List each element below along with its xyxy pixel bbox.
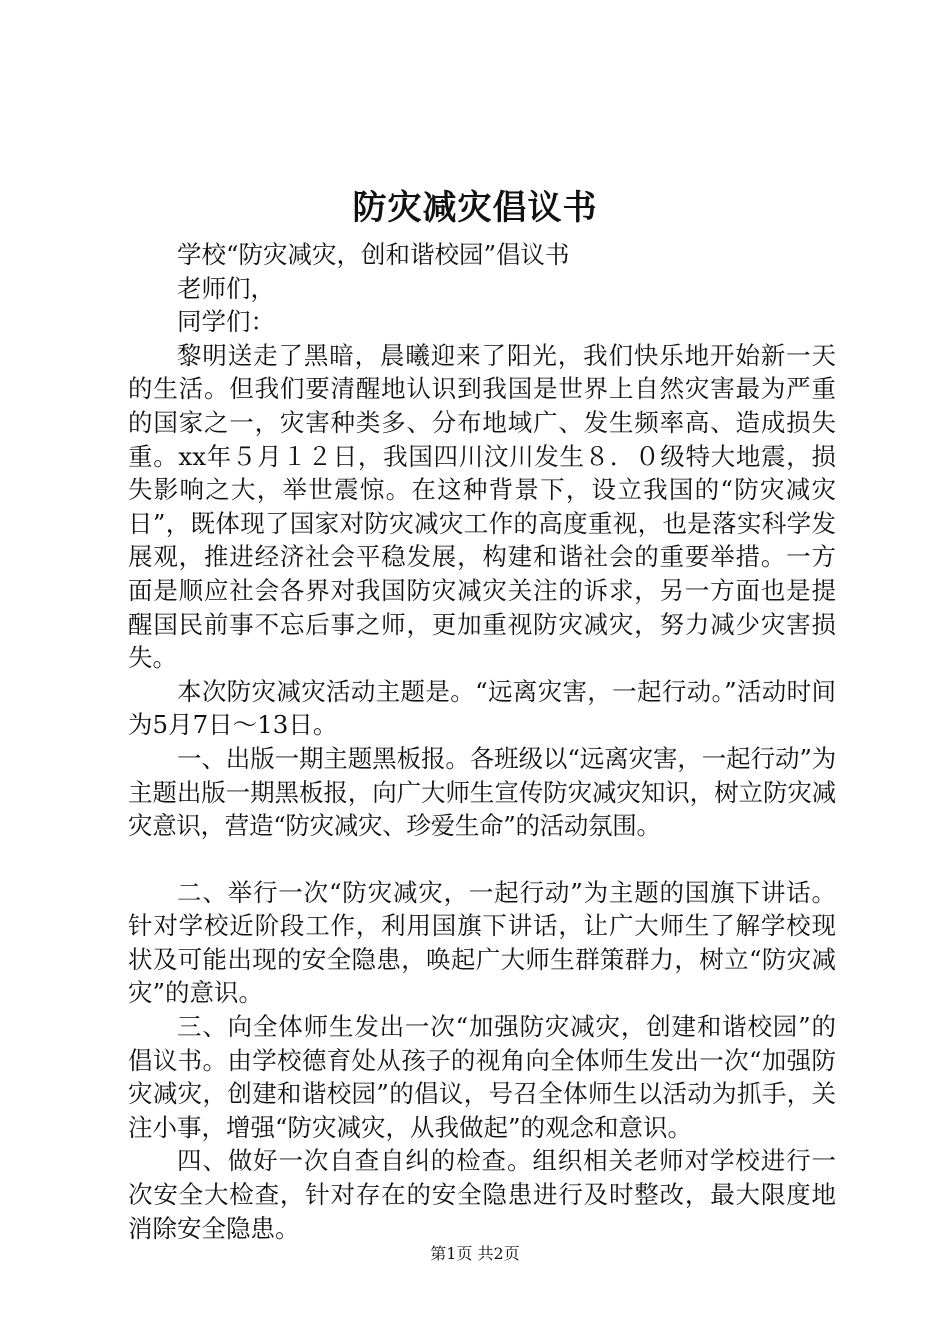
document-body (128, 238, 836, 1245)
intro-paragraph: 黎明送走了黑暗，晨曦迎来了阳光，我们快乐地开始新一天的生活。但我们要清醒地认识到我国是世界上自然灾害最为严重的国家之一，灾害种类多、分布地域广、发生频率高、造成损失重。xx年５月１２日，我国四川汶川发生８．０级特大地震，损失影响之大，举世震惊。在这种背景下，设立我国的“防灾减灾日”，既体现了国家对防灾减灾工作的高度重视，也是落实科学发展观，推进经济社会平稳发展，构建和谐社会的重要举措。一方面是顺应社会各界对我国防灾减灾关注的诉求，另一方面也是提醒国民前事不忘后事之师，更加重视防灾减灾，努力减少灾害损失。 (128, 340, 836, 673)
subtitle-paragraph: 学校“防灾减灾，创和谐校园”倡议书 (177, 240, 570, 269)
page-number-footer: 第1页 共2页 (430, 1244, 520, 1263)
theme-paragraph: 本次防灾减灾活动主题是。“远离灾害，一起行动。”活动时间为5月7日～13日。 (128, 676, 836, 740)
document-title: 防灾减灾倡议书 (352, 188, 598, 228)
salutation-students: 同学们： (177, 307, 275, 337)
salutation-teachers: 老师们， (177, 273, 275, 303)
item-two-paragraph: 二、举行一次“防灾减灾，一起行动”为主题的国旗下讲话。针对学校近阶段工作，利用国旗下讲话，让广大师生了解学校现状及可能出现的安全隐患，唤起广大师生群策群力，树立“防灾减灾”的意识。 (128, 877, 836, 1008)
item-three-paragraph: 三、向全体师生发出一次“加强防灾减灾，创建和谐校园”的倡议书。由学校德育处从孩子的视角向全体师生发出一次“加强防灾减灾，创建和谐校园”的倡议，号召全体师生以活动为抓手，关注小事，增强“防灾减灾，从我做起”的观念和意识。 (128, 1012, 836, 1142)
item-one-paragraph: 一、出版一期主题黑板报。各班级以“远离灾害，一起行动”为主题出版一期黑板报，向广大师生宣传防灾减灾知识，树立防灾减灾意识，营造“防灾减灾、珍爱生命”的活动氛围。 (128, 743, 836, 841)
item-four-paragraph: 四、做好一次自查自纠的检查。组织相关老师对学校进行一次安全大检查，针对存在的安全隐患进行及时整改，最大限度地消除安全隐患。 (128, 1146, 836, 1243)
